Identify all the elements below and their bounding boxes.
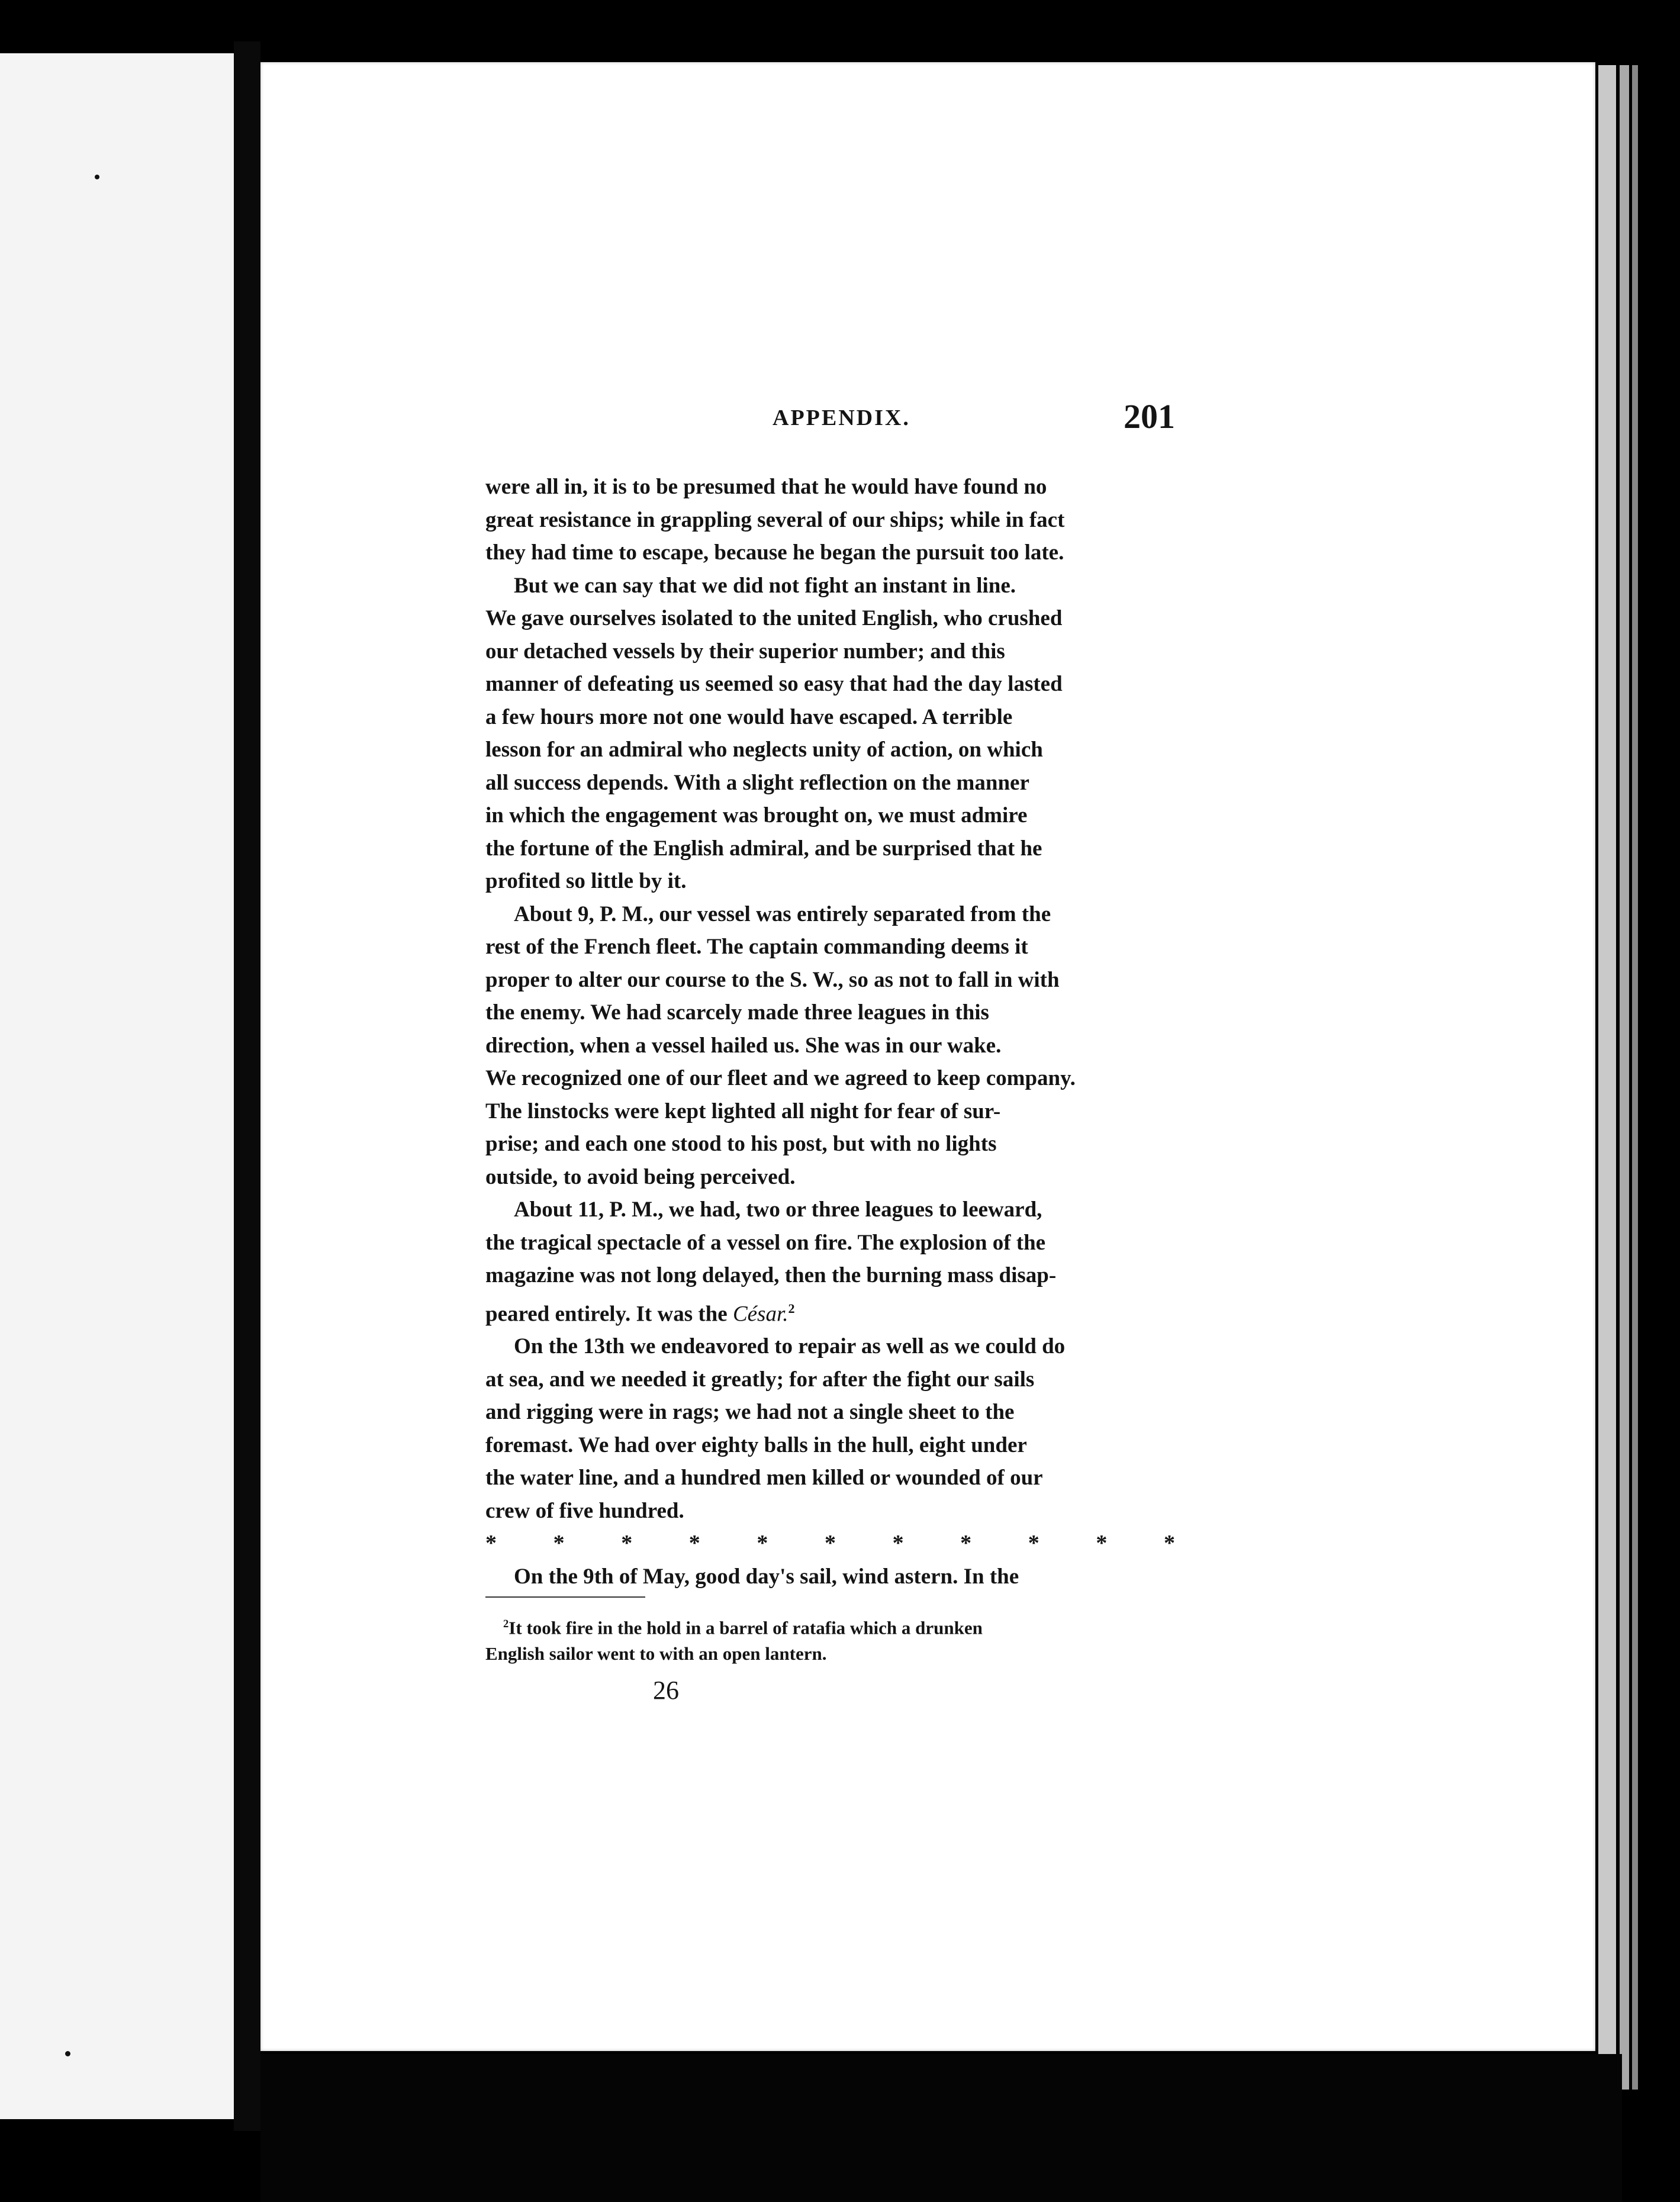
page-edge	[1598, 65, 1616, 2090]
asterisk: *	[688, 1531, 700, 1556]
text-line: profited so little by it.	[485, 869, 687, 893]
text-line: and rigging were in rags; we had not a single sheet to the	[485, 1400, 1015, 1425]
asterisk: *	[1096, 1531, 1108, 1556]
footnote-text: It took fire in the hold in a barrel of ratafia which a drunken	[508, 1617, 983, 1638]
text-line: the water line, and a hundred men killed or wounded of our	[485, 1466, 1043, 1490]
asterisk: *	[1163, 1531, 1175, 1556]
asterisk: *	[553, 1531, 565, 1556]
facing-page-edge	[0, 53, 234, 2119]
text-line: prise; and each one stood to his post, but with no lights	[485, 1132, 997, 1156]
text-line: But we can say that we did not fight an instant in line.	[514, 573, 1016, 598]
asterisk: *	[485, 1531, 497, 1556]
text-line: outside, to avoid being perceived.	[485, 1164, 796, 1189]
text-line: at sea, and we needed it greatly; for after the fight our sails	[485, 1367, 1035, 1392]
asterisk: *	[621, 1531, 633, 1556]
text-line: foremast. We had over eighty balls in the hull, eight under	[485, 1432, 1027, 1457]
text-line: they had time to escape, because he began the pursuit too late.	[485, 540, 1064, 565]
speck	[95, 175, 99, 179]
asterisk: *	[960, 1531, 972, 1556]
text-line: our detached vessels by their superior number; and this	[485, 639, 1005, 664]
speck	[65, 2051, 70, 2056]
text-line: On the 13th we endeavored to repair as well as we could do	[514, 1334, 1066, 1359]
page-number: 201	[1124, 397, 1175, 436]
footnote-line: English sailor went to with an open lantern.	[485, 1643, 827, 1665]
text-line: crew of five hundred.	[485, 1498, 684, 1523]
page-edge	[1620, 65, 1629, 2090]
asterisk: *	[824, 1531, 836, 1556]
text-line: a few hours more not one would have escaped. A terrible	[485, 704, 1013, 729]
text-line: manner of defeating us seemed so easy that had the day lasted	[485, 672, 1063, 696]
text-fragment: peared entirely. It was the	[485, 1301, 733, 1326]
scan-background	[260, 2054, 1622, 2202]
running-head: APPENDIX.	[773, 405, 910, 430]
text-line: in which the engagement was brought on, we must admire	[485, 803, 1028, 828]
ship-name: César.	[732, 1301, 788, 1326]
text-line: We recognized one of our fleet and we agreed to keep company.	[485, 1066, 1076, 1090]
text-line: proper to alter our course to the S. W., so as not to fall in with	[485, 967, 1060, 992]
text-line: great resistance in grappling several of our ships; while in fact	[485, 507, 1065, 532]
footnote-ref: 2	[788, 1300, 795, 1316]
page-header	[485, 397, 1175, 444]
text-line: were all in, it is to be presumed that he would have found no	[485, 475, 1047, 499]
text-line: direction, when a vessel hailed us. She was in our wake.	[485, 1033, 1002, 1058]
footnote-line	[485, 1611, 1175, 1641]
text-line: the tragical spectacle of a vessel on fire. The explosion of the	[485, 1230, 1046, 1255]
text-line	[485, 1292, 1175, 1331]
footnote	[485, 1611, 1175, 1667]
footnote-rule	[485, 1596, 645, 1598]
text-line: On the 9th of May, good day's sail, wind astern. In the	[514, 1564, 1019, 1589]
text-line: all success depends. With a slight reflection on the manner	[485, 770, 1029, 795]
text-line: About 11, P. M., we had, two or three leagues to leeward,	[514, 1197, 1042, 1222]
text-line: About 9, P. M., our vessel was entirely separated from the	[514, 902, 1051, 926]
text-line: The linstocks were kept lighted all night for fear of sur-	[485, 1099, 1001, 1123]
book-gutter	[234, 41, 260, 2131]
text-line: magazine was not long delayed, then the burning mass disap-	[485, 1263, 1057, 1287]
text-line: rest of the French fleet. The captain commanding deems it	[485, 935, 1028, 959]
page-edge	[1632, 65, 1638, 2090]
body-text	[485, 471, 1175, 1593]
asterisk: *	[892, 1531, 904, 1556]
text-line: We gave ourselves isolated to the united English, who crushed	[485, 606, 1063, 630]
asterisk: *	[757, 1531, 768, 1556]
footnote-marker: 2	[503, 1618, 509, 1630]
text-line: the enemy. We had scarcely made three leagues in this	[485, 1000, 989, 1025]
section-break	[485, 1527, 1175, 1560]
signature-mark: 26	[653, 1676, 679, 1705]
text-line: the fortune of the English admiral, and be surprised that he	[485, 836, 1042, 861]
asterisk: *	[1028, 1531, 1039, 1556]
text-line: lesson for an admiral who neglects unity of action, on which	[485, 738, 1043, 762]
